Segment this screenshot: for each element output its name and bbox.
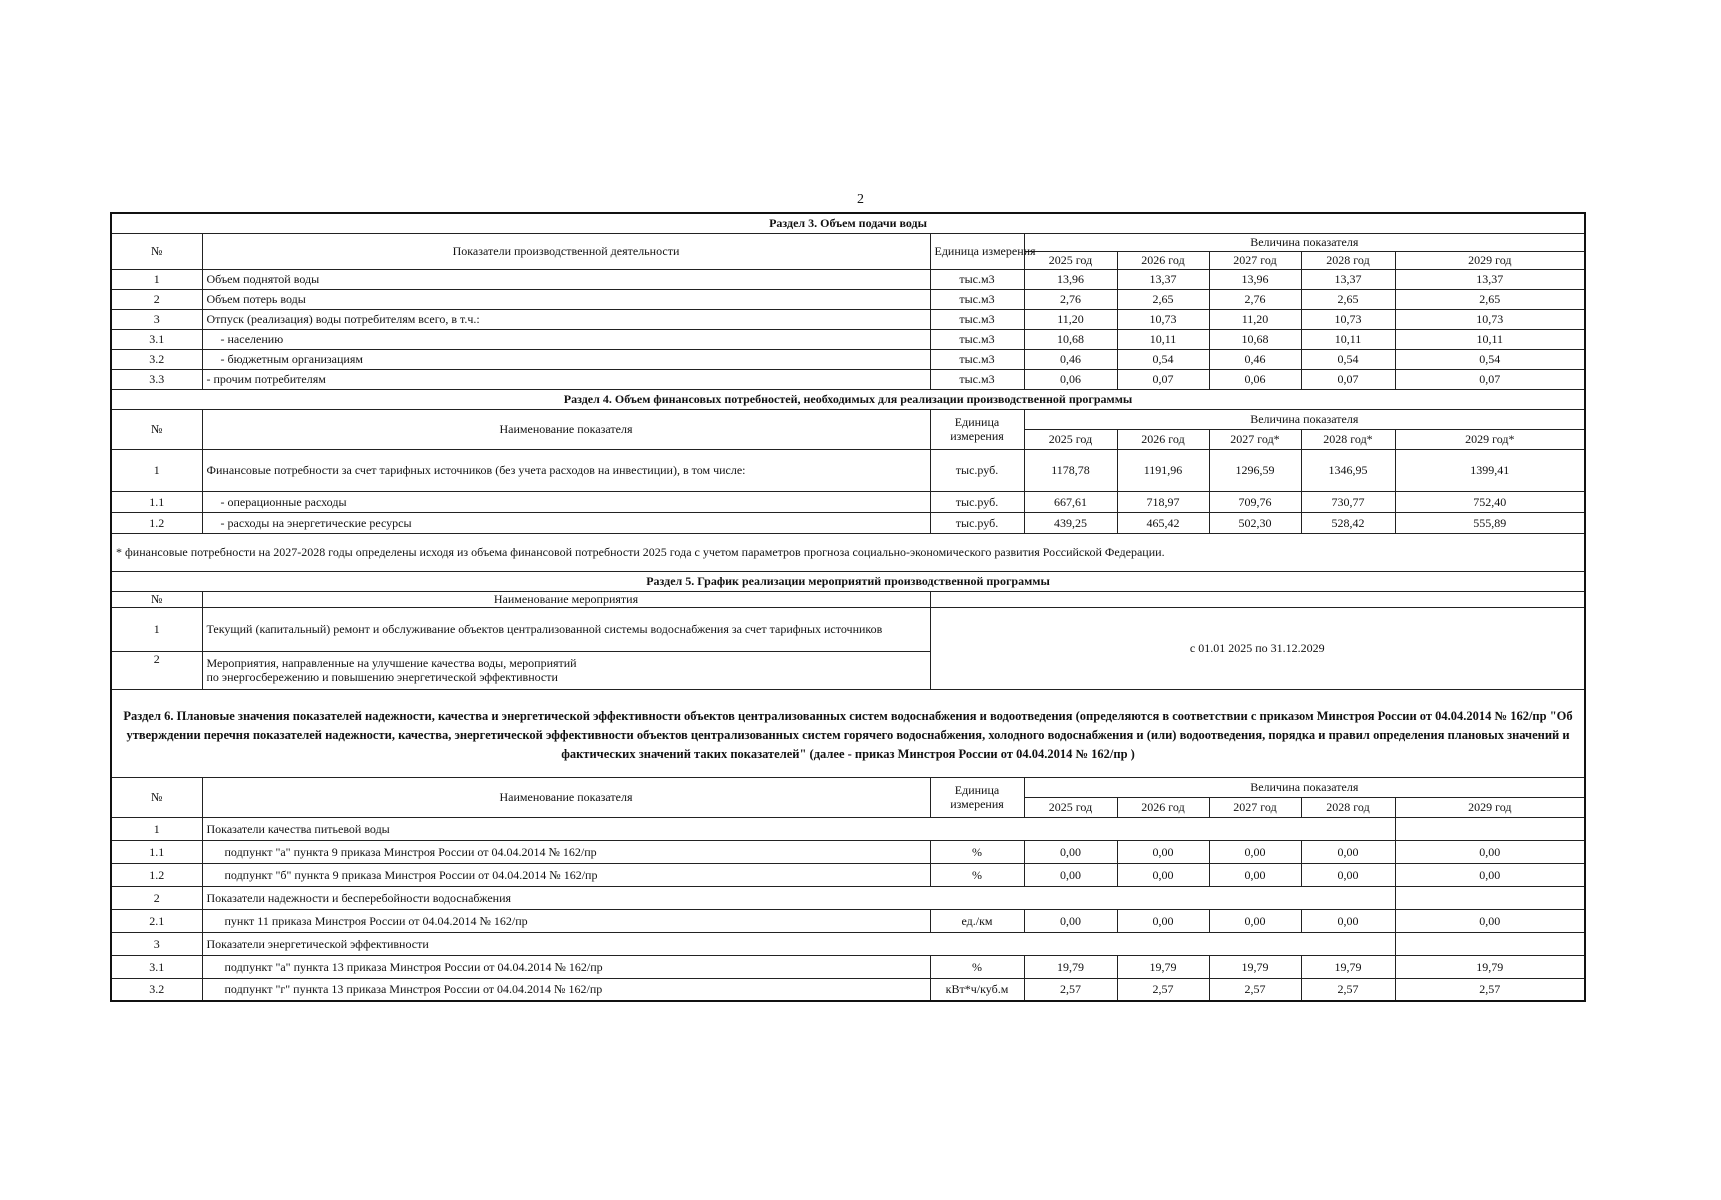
indicator-name: Отпуск (реализация) воды потребителям всего, в т.ч.: <box>202 309 930 329</box>
value-cell: 0,06 <box>1209 369 1301 389</box>
document-body <box>110 212 1584 1002</box>
page-number: 2 <box>857 192 864 207</box>
section6-row <box>111 863 1585 886</box>
col-no-header: № <box>111 591 202 607</box>
section3-row <box>111 309 1585 329</box>
section6-title: Раздел 6. Плановые значения показателей надежности, качества и энергетической эффективности объектов централизованных систем водоснабжения и водоотведения (определяются в соответствии с приказом Минстроя России от 04.04.2014 № 162/пр "Об утверждении перечня показателей надежности, качества, энергетической эффективности объектов централизованных систем горячего водоснабжения, холодного водоснабжения и (или) водоотведения, порядка и правил определения плановых значений и фактических значений таких показателей" (далее - приказ Минстроя России от 04.04.2014 № 162/пр ) <box>111 689 1585 777</box>
year-header: 2026 год <box>1117 251 1209 269</box>
value-cell: 1191,96 <box>1117 449 1209 491</box>
unit-line-2: измерения <box>950 429 1004 443</box>
value-cell: 19,79 <box>1301 955 1395 978</box>
section3-row <box>111 289 1585 309</box>
indicator-name: пункт 11 приказа Минстроя России от 04.04.2014 № 162/пр <box>202 909 930 932</box>
indicator-name: подпункт "а" пункта 9 приказа Минстроя России от 04.04.2014 № 162/пр <box>202 840 930 863</box>
unit: тыс.м3 <box>930 309 1024 329</box>
year-header: 2026 год <box>1117 797 1209 817</box>
value-cell: 2,76 <box>1024 289 1117 309</box>
value-cell: 19,79 <box>1209 955 1301 978</box>
indicator-name: - прочим потребителям <box>202 369 930 389</box>
col-name-header: Наименование показателя <box>202 409 930 449</box>
event-name: Текущий (капитальный) ремонт и обслуживание объектов централизованной системы водоснабжения за счет тарифных источников <box>202 607 930 651</box>
section6-title-row <box>111 689 1585 777</box>
row-number: 1 <box>111 269 202 289</box>
value-cell: 0,07 <box>1395 369 1585 389</box>
col-value-header: Величина показателя <box>1024 777 1585 797</box>
section4-row <box>111 491 1585 512</box>
value-cell: 19,79 <box>1395 955 1585 978</box>
unit: тыс.руб. <box>930 491 1024 512</box>
year-header: 2027 год* <box>1209 429 1301 449</box>
value-cell: 528,42 <box>1301 512 1395 533</box>
col-value-header: Величина показателя <box>1024 233 1585 251</box>
unit: тыс.руб. <box>930 449 1024 491</box>
value-cell: 465,42 <box>1117 512 1209 533</box>
value-cell: 0,00 <box>1395 840 1585 863</box>
value-cell: 439,25 <box>1024 512 1117 533</box>
section6-row <box>111 817 1585 840</box>
value-cell: 10,11 <box>1301 329 1395 349</box>
value-cell: 0,54 <box>1117 349 1209 369</box>
value-cell: 11,20 <box>1024 309 1117 329</box>
indicator-name: - бюджетным организациям <box>202 349 930 369</box>
value-cell: 2,57 <box>1024 978 1117 1001</box>
value-cell: 0,54 <box>1395 349 1585 369</box>
section3-row <box>111 329 1585 349</box>
value-cell: 1296,59 <box>1209 449 1301 491</box>
event-name-line-2: по энергосбережению и повышению энергетической эффективности <box>206 670 558 684</box>
row-number: 1 <box>111 817 202 840</box>
section5-title-row <box>111 571 1585 591</box>
section3-title: Раздел 3. Объем подачи воды <box>111 213 1585 233</box>
value-cell: 19,79 <box>1024 955 1117 978</box>
col-unit-header <box>930 409 1024 449</box>
row-number: 1.2 <box>111 512 202 533</box>
section4-row <box>111 449 1585 491</box>
year-header: 2025 год <box>1024 797 1117 817</box>
year-header: 2027 год <box>1209 251 1301 269</box>
value-cell: 0,00 <box>1395 863 1585 886</box>
blank-cell <box>1395 886 1585 909</box>
value-cell: 10,68 <box>1209 329 1301 349</box>
value-cell: 11,20 <box>1209 309 1301 329</box>
year-header: 2026 год <box>1117 429 1209 449</box>
value-cell: 13,37 <box>1117 269 1209 289</box>
unit: % <box>930 863 1024 886</box>
value-cell: 1178,78 <box>1024 449 1117 491</box>
value-cell: 0,00 <box>1209 909 1301 932</box>
blank-cell <box>1395 932 1585 955</box>
indicator-name: Объем потерь воды <box>202 289 930 309</box>
section6-row <box>111 955 1585 978</box>
row-number: 3.1 <box>111 955 202 978</box>
row-number: 1.2 <box>111 863 202 886</box>
value-cell: 555,89 <box>1395 512 1585 533</box>
value-cell: 0,46 <box>1209 349 1301 369</box>
value-cell: 10,68 <box>1024 329 1117 349</box>
value-cell: 19,79 <box>1117 955 1209 978</box>
value-cell: 0,00 <box>1301 840 1395 863</box>
row-number: 2.1 <box>111 909 202 932</box>
value-cell: 13,96 <box>1024 269 1117 289</box>
value-cell: 10,73 <box>1117 309 1209 329</box>
value-cell: 2,57 <box>1395 978 1585 1001</box>
row-number: 1.1 <box>111 491 202 512</box>
section5-title: Раздел 5. График реализации мероприятий производственной программы <box>111 571 1585 591</box>
section3-row <box>111 349 1585 369</box>
value-cell: 1346,95 <box>1301 449 1395 491</box>
value-cell: 709,76 <box>1209 491 1301 512</box>
header-blank <box>930 591 1585 607</box>
row-number: 1 <box>111 449 202 491</box>
value-cell: 2,57 <box>1117 978 1209 1001</box>
value-cell: 0,00 <box>1301 863 1395 886</box>
row-number: 2 <box>111 886 202 909</box>
section6-row <box>111 840 1585 863</box>
unit: кВт*ч/куб.м <box>930 978 1024 1001</box>
value-cell: 752,40 <box>1395 491 1585 512</box>
event-name <box>202 651 930 689</box>
section6-row <box>111 909 1585 932</box>
row-number: 3.1 <box>111 329 202 349</box>
value-cell: 13,37 <box>1395 269 1585 289</box>
indicator-name: подпункт "г" пункта 13 приказа Минстроя России от 04.04.2014 № 162/пр <box>202 978 930 1001</box>
year-header: 2029 год <box>1395 797 1585 817</box>
value-cell: 502,30 <box>1209 512 1301 533</box>
value-cell: 2,57 <box>1209 978 1301 1001</box>
value-cell: 0,54 <box>1301 349 1395 369</box>
value-cell: 0,07 <box>1117 369 1209 389</box>
row-number: 1.1 <box>111 840 202 863</box>
blank-cell <box>1301 886 1395 909</box>
year-header: 2027 год <box>1209 797 1301 817</box>
unit: % <box>930 955 1024 978</box>
section3-row <box>111 269 1585 289</box>
blank-cell <box>1395 817 1585 840</box>
section3-header-row <box>111 233 1585 251</box>
value-cell: 730,77 <box>1301 491 1395 512</box>
section4-title-row <box>111 389 1585 409</box>
unit: тыс.м3 <box>930 289 1024 309</box>
value-cell: 0,00 <box>1024 863 1117 886</box>
section4-note-row <box>111 533 1585 571</box>
indicator-name: подпункт "б" пункта 9 приказа Минстроя России от 04.04.2014 № 162/пр <box>202 863 930 886</box>
value-cell: 718,97 <box>1117 491 1209 512</box>
row-number: 3.3 <box>111 369 202 389</box>
value-cell: 10,73 <box>1395 309 1585 329</box>
unit: тыс.м3 <box>930 329 1024 349</box>
blank-cell <box>1301 817 1395 840</box>
indicator-name: Объем поднятой воды <box>202 269 930 289</box>
year-header: 2025 год <box>1024 429 1117 449</box>
section6-row <box>111 978 1585 1001</box>
unit-line-1: Единица <box>954 783 1000 797</box>
section5-header-row <box>111 591 1585 607</box>
value-cell: 0,00 <box>1209 840 1301 863</box>
value-cell: 0,00 <box>1024 840 1117 863</box>
value-cell: 0,07 <box>1301 369 1395 389</box>
section6-row <box>111 886 1585 909</box>
unit: ед./км <box>930 909 1024 932</box>
col-name-header: Наименование показателя <box>202 777 930 817</box>
row-number: 1 <box>111 607 202 651</box>
section3-row <box>111 369 1585 389</box>
value-cell: 0,00 <box>1209 863 1301 886</box>
row-number: 3.2 <box>111 978 202 1001</box>
row-number: 2 <box>111 651 202 689</box>
indicator-name: - населению <box>202 329 930 349</box>
unit: тыс.м3 <box>930 269 1024 289</box>
value-cell: 2,65 <box>1395 289 1585 309</box>
value-cell: 10,11 <box>1395 329 1585 349</box>
unit: тыс.руб. <box>930 512 1024 533</box>
group-name: Показатели энергетической эффективности <box>202 932 1301 955</box>
indicator-name: Финансовые потребности за счет тарифных источников (без учета расходов на инвестиции), в том числе: <box>202 449 930 491</box>
unit-line-1: Единица <box>954 415 1000 429</box>
value-cell: 10,73 <box>1301 309 1395 329</box>
row-number: 3 <box>111 309 202 329</box>
value-cell: 0,00 <box>1395 909 1585 932</box>
value-cell: 0,00 <box>1117 909 1209 932</box>
value-cell: 2,65 <box>1117 289 1209 309</box>
unit: тыс.м3 <box>930 369 1024 389</box>
col-name-header: Показатели производственной деятельности <box>202 233 930 269</box>
col-unit-header: Единица измерения <box>930 233 1024 269</box>
row-number: 3 <box>111 932 202 955</box>
financial-note: * финансовые потребности на 2027-2028 годы определены исходя из объема финансовой потребности 2025 года с учетом параметров прогноза социально-экономического развития Российской Федерации. <box>111 533 1585 571</box>
group-name: Показатели надежности и бесперебойности водоснабжения <box>202 886 1301 909</box>
unit: % <box>930 840 1024 863</box>
col-no-header: № <box>111 409 202 449</box>
indicator-name: подпункт "а" пункта 13 приказа Минстроя России от 04.04.2014 № 162/пр <box>202 955 930 978</box>
unit-line-2: измерения <box>950 797 1004 811</box>
section6-row <box>111 932 1585 955</box>
value-cell: 667,61 <box>1024 491 1117 512</box>
col-no-header: № <box>111 777 202 817</box>
value-cell: 0,00 <box>1024 909 1117 932</box>
indicator-name: - расходы на энергетические ресурсы <box>202 512 930 533</box>
group-name: Показатели качества питьевой воды <box>202 817 1301 840</box>
value-cell: 10,11 <box>1117 329 1209 349</box>
value-cell: 0,06 <box>1024 369 1117 389</box>
table-body <box>111 213 1585 1001</box>
blank-cell <box>1301 932 1395 955</box>
main-table <box>110 212 1586 1002</box>
value-cell: 0,46 <box>1024 349 1117 369</box>
year-header: 2029 год <box>1395 251 1585 269</box>
col-no-header: № <box>111 233 202 269</box>
section6-header-row <box>111 777 1585 797</box>
year-header: 2028 год* <box>1301 429 1395 449</box>
year-header: 2029 год* <box>1395 429 1585 449</box>
value-cell: 2,76 <box>1209 289 1301 309</box>
col-unit-header <box>930 777 1024 817</box>
section4-row <box>111 512 1585 533</box>
value-cell: 0,00 <box>1117 840 1209 863</box>
event-name-line-1: Мероприятия, направленные на улучшение качества воды, мероприятий <box>206 656 577 670</box>
value-cell: 0,00 <box>1301 909 1395 932</box>
year-header: 2028 год <box>1301 251 1395 269</box>
unit: тыс.м3 <box>930 349 1024 369</box>
value-cell: 2,57 <box>1301 978 1395 1001</box>
indicator-name: - операционные расходы <box>202 491 930 512</box>
value-cell: 13,37 <box>1301 269 1395 289</box>
section5-row <box>111 607 1585 651</box>
value-cell: 13,96 <box>1209 269 1301 289</box>
period-cell: с 01.01 2025 по 31.12.2029 <box>930 607 1585 689</box>
year-header: 2025 год <box>1024 251 1117 269</box>
row-number: 3.2 <box>111 349 202 369</box>
value-cell: 0,00 <box>1117 863 1209 886</box>
section4-header-row <box>111 409 1585 429</box>
col-value-header: Величина показателя <box>1024 409 1585 429</box>
value-cell: 1399,41 <box>1395 449 1585 491</box>
row-number: 2 <box>111 289 202 309</box>
col-name-header: Наименование мероприятия <box>202 591 930 607</box>
year-header: 2028 год <box>1301 797 1395 817</box>
value-cell: 2,65 <box>1301 289 1395 309</box>
section4-title: Раздел 4. Объем финансовых потребностей, необходимых для реализации производственной программы <box>111 389 1585 409</box>
section3-title-row <box>111 213 1585 233</box>
